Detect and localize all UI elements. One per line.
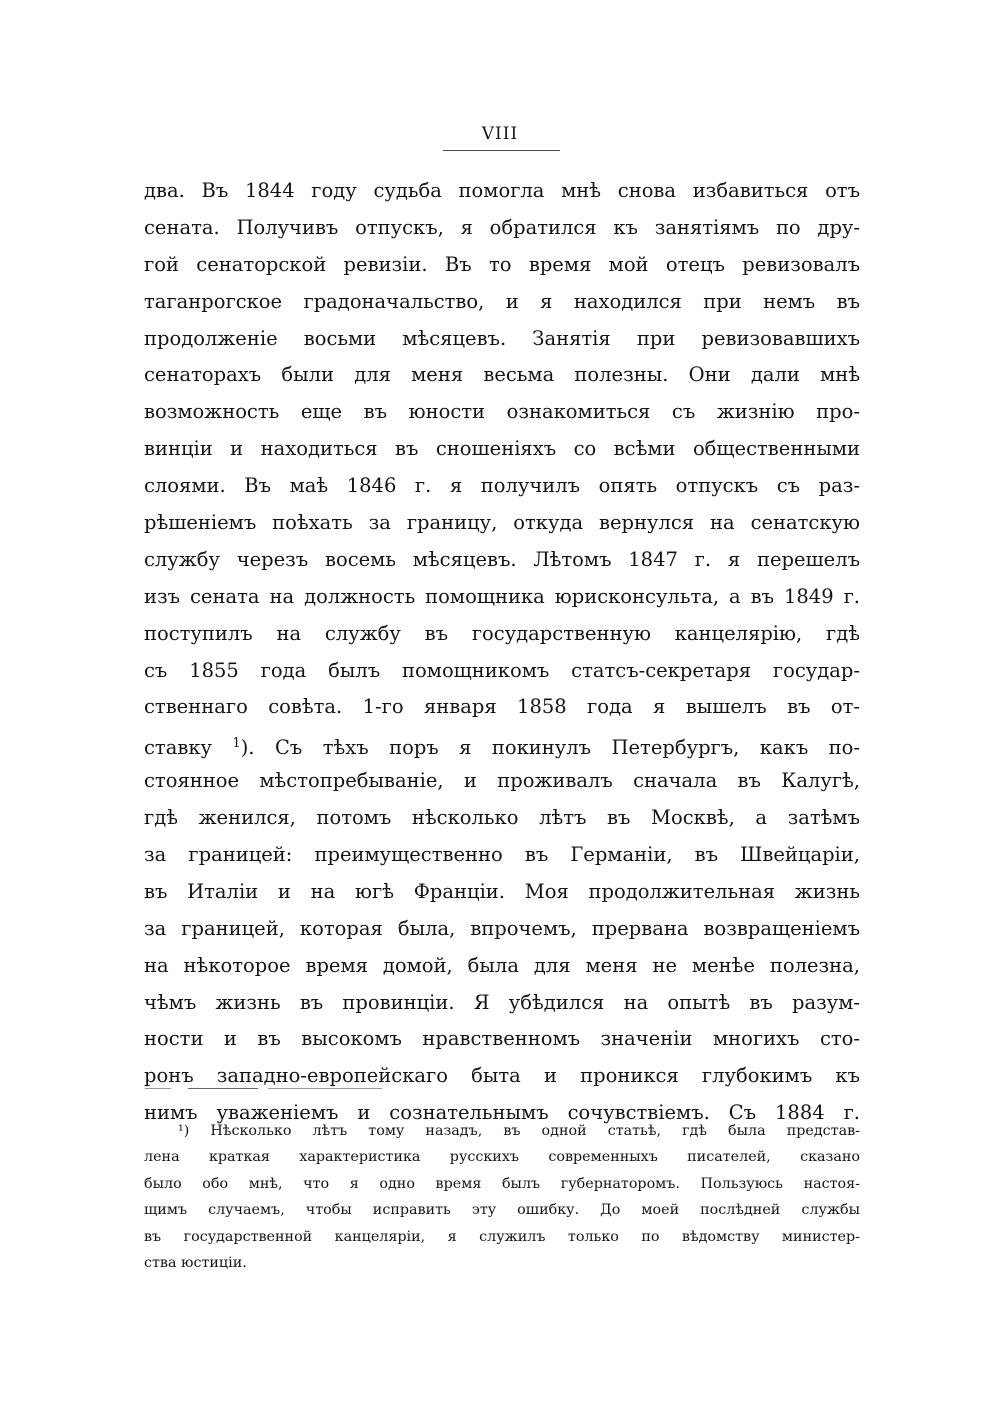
text-line: сенаторахъ были для меня весьма полезны. Они дали мнѣ xyxy=(144,363,860,387)
text-line: за границей: преимущественно въ Германіи, въ Швейцаріи, xyxy=(144,843,860,867)
text-line: таганрогское градоначальство, и я находился при немъ въ xyxy=(144,289,860,313)
text-line-with-footnote-ref xyxy=(144,726,860,763)
footnote-line: ства юстиціи. xyxy=(144,1254,247,1271)
main-text xyxy=(144,173,860,1132)
text-line: гой сенаторской ревизіи. Въ то время мой отецъ ревизовалъ xyxy=(144,252,860,276)
page-number-rule xyxy=(443,150,560,151)
text-line: гдѣ женился, потомъ нѣсколько лѣтъ въ Москвѣ, а затѣмъ xyxy=(144,806,860,830)
footnote-reference[interactable]: 1 xyxy=(232,736,241,752)
footnote-line: щимъ случаемъ, чтобы исправить эту ошибку. До моей послѣдней службы xyxy=(144,1202,860,1219)
text-line: продолженіе восьми мѣсяцевъ. Занятія при ревизовавшихъ xyxy=(144,326,860,350)
text-line: на нѣкоторое время домой, была для меня не менѣе полезна, xyxy=(144,953,860,977)
footnote xyxy=(144,1118,860,1276)
text-line: ности и въ высокомъ нравственномъ значеніи многихъ сто- xyxy=(144,1027,860,1051)
footnote-separator xyxy=(145,1088,171,1089)
footnote-text: Нѣсколько лѣтъ тому назадъ, въ одной статьѣ, гдѣ была представ- xyxy=(210,1123,860,1139)
text-line: стоянное мѣстопребываніе, и проживалъ сначала въ Калугѣ, xyxy=(144,769,860,793)
text-fragment: ставку xyxy=(144,736,212,760)
footnote-line: въ государственной канцеляріи, я служилъ только по вѣдомству министер- xyxy=(144,1228,860,1245)
text-line: рѣшеніемъ поѣхать за границу, откуда вернулся на сенатскую xyxy=(144,511,860,535)
footnote-separator xyxy=(188,1088,258,1089)
text-line: съ 1855 года былъ помощникомъ статсъ-секретаря государ- xyxy=(144,658,860,682)
text-line: возможность еще въ юности ознакомиться съ жизнію про- xyxy=(144,400,860,424)
text-line: сената. Получивъ отпускъ, я обратился къ занятіямъ по дру- xyxy=(144,215,860,239)
text-line: въ Италіи и на югѣ Франціи. Моя продолжительная жизнь xyxy=(144,879,860,903)
footnote-separator xyxy=(268,1088,382,1089)
footnote-line: было обо мнѣ, что я одно время былъ губернаторомъ. Пользуюсь настоя- xyxy=(144,1175,860,1192)
text-line: два. Въ 1844 году судьба помогла мнѣ снова избавиться отъ xyxy=(144,179,860,202)
footnote-line: лена краткая характеристика русскихъ современныхъ писателей, сказано xyxy=(144,1149,860,1166)
text-line: слоями. Въ маѣ 1846 г. я получилъ опять отпускъ съ раз- xyxy=(144,474,860,498)
text-fragment: ). Съ тѣхъ поръ я покинулъ Петербургъ, какъ по- xyxy=(240,736,860,760)
text-line: изъ сената на должность помощника юрисконсульта, а въ 1849 г. xyxy=(144,584,860,608)
text-line: ственнаго совѣта. 1-го января 1858 года я вышелъ въ от- xyxy=(144,695,860,719)
text-line: службу черезъ восемь мѣсяцевъ. Лѣтомъ 1847 г. я перешелъ xyxy=(144,547,860,571)
text-line: чѣмъ жизнь въ провинціи. Я убѣдился на опытѣ въ разум- xyxy=(144,990,860,1014)
footnote-line xyxy=(144,1118,860,1144)
text-line: винціи и находиться въ сношеніяхъ со всѣми общественными xyxy=(144,437,860,461)
page-number: VIII xyxy=(481,124,519,144)
text-line: ронъ западно-европейскаго быта и проникся глубокимъ къ xyxy=(144,1064,860,1088)
text-line: поступилъ на службу въ государственную канцелярію, гдѣ xyxy=(144,621,860,645)
footnote-marker: ¹) xyxy=(178,1123,190,1139)
text-line: нимъ уваженіемъ и сознательнымъ сочувствіемъ. Съ 1884 г. xyxy=(144,1101,860,1125)
text-line: за границей, которая была, впрочемъ, прервана возвращеніемъ xyxy=(144,916,860,940)
